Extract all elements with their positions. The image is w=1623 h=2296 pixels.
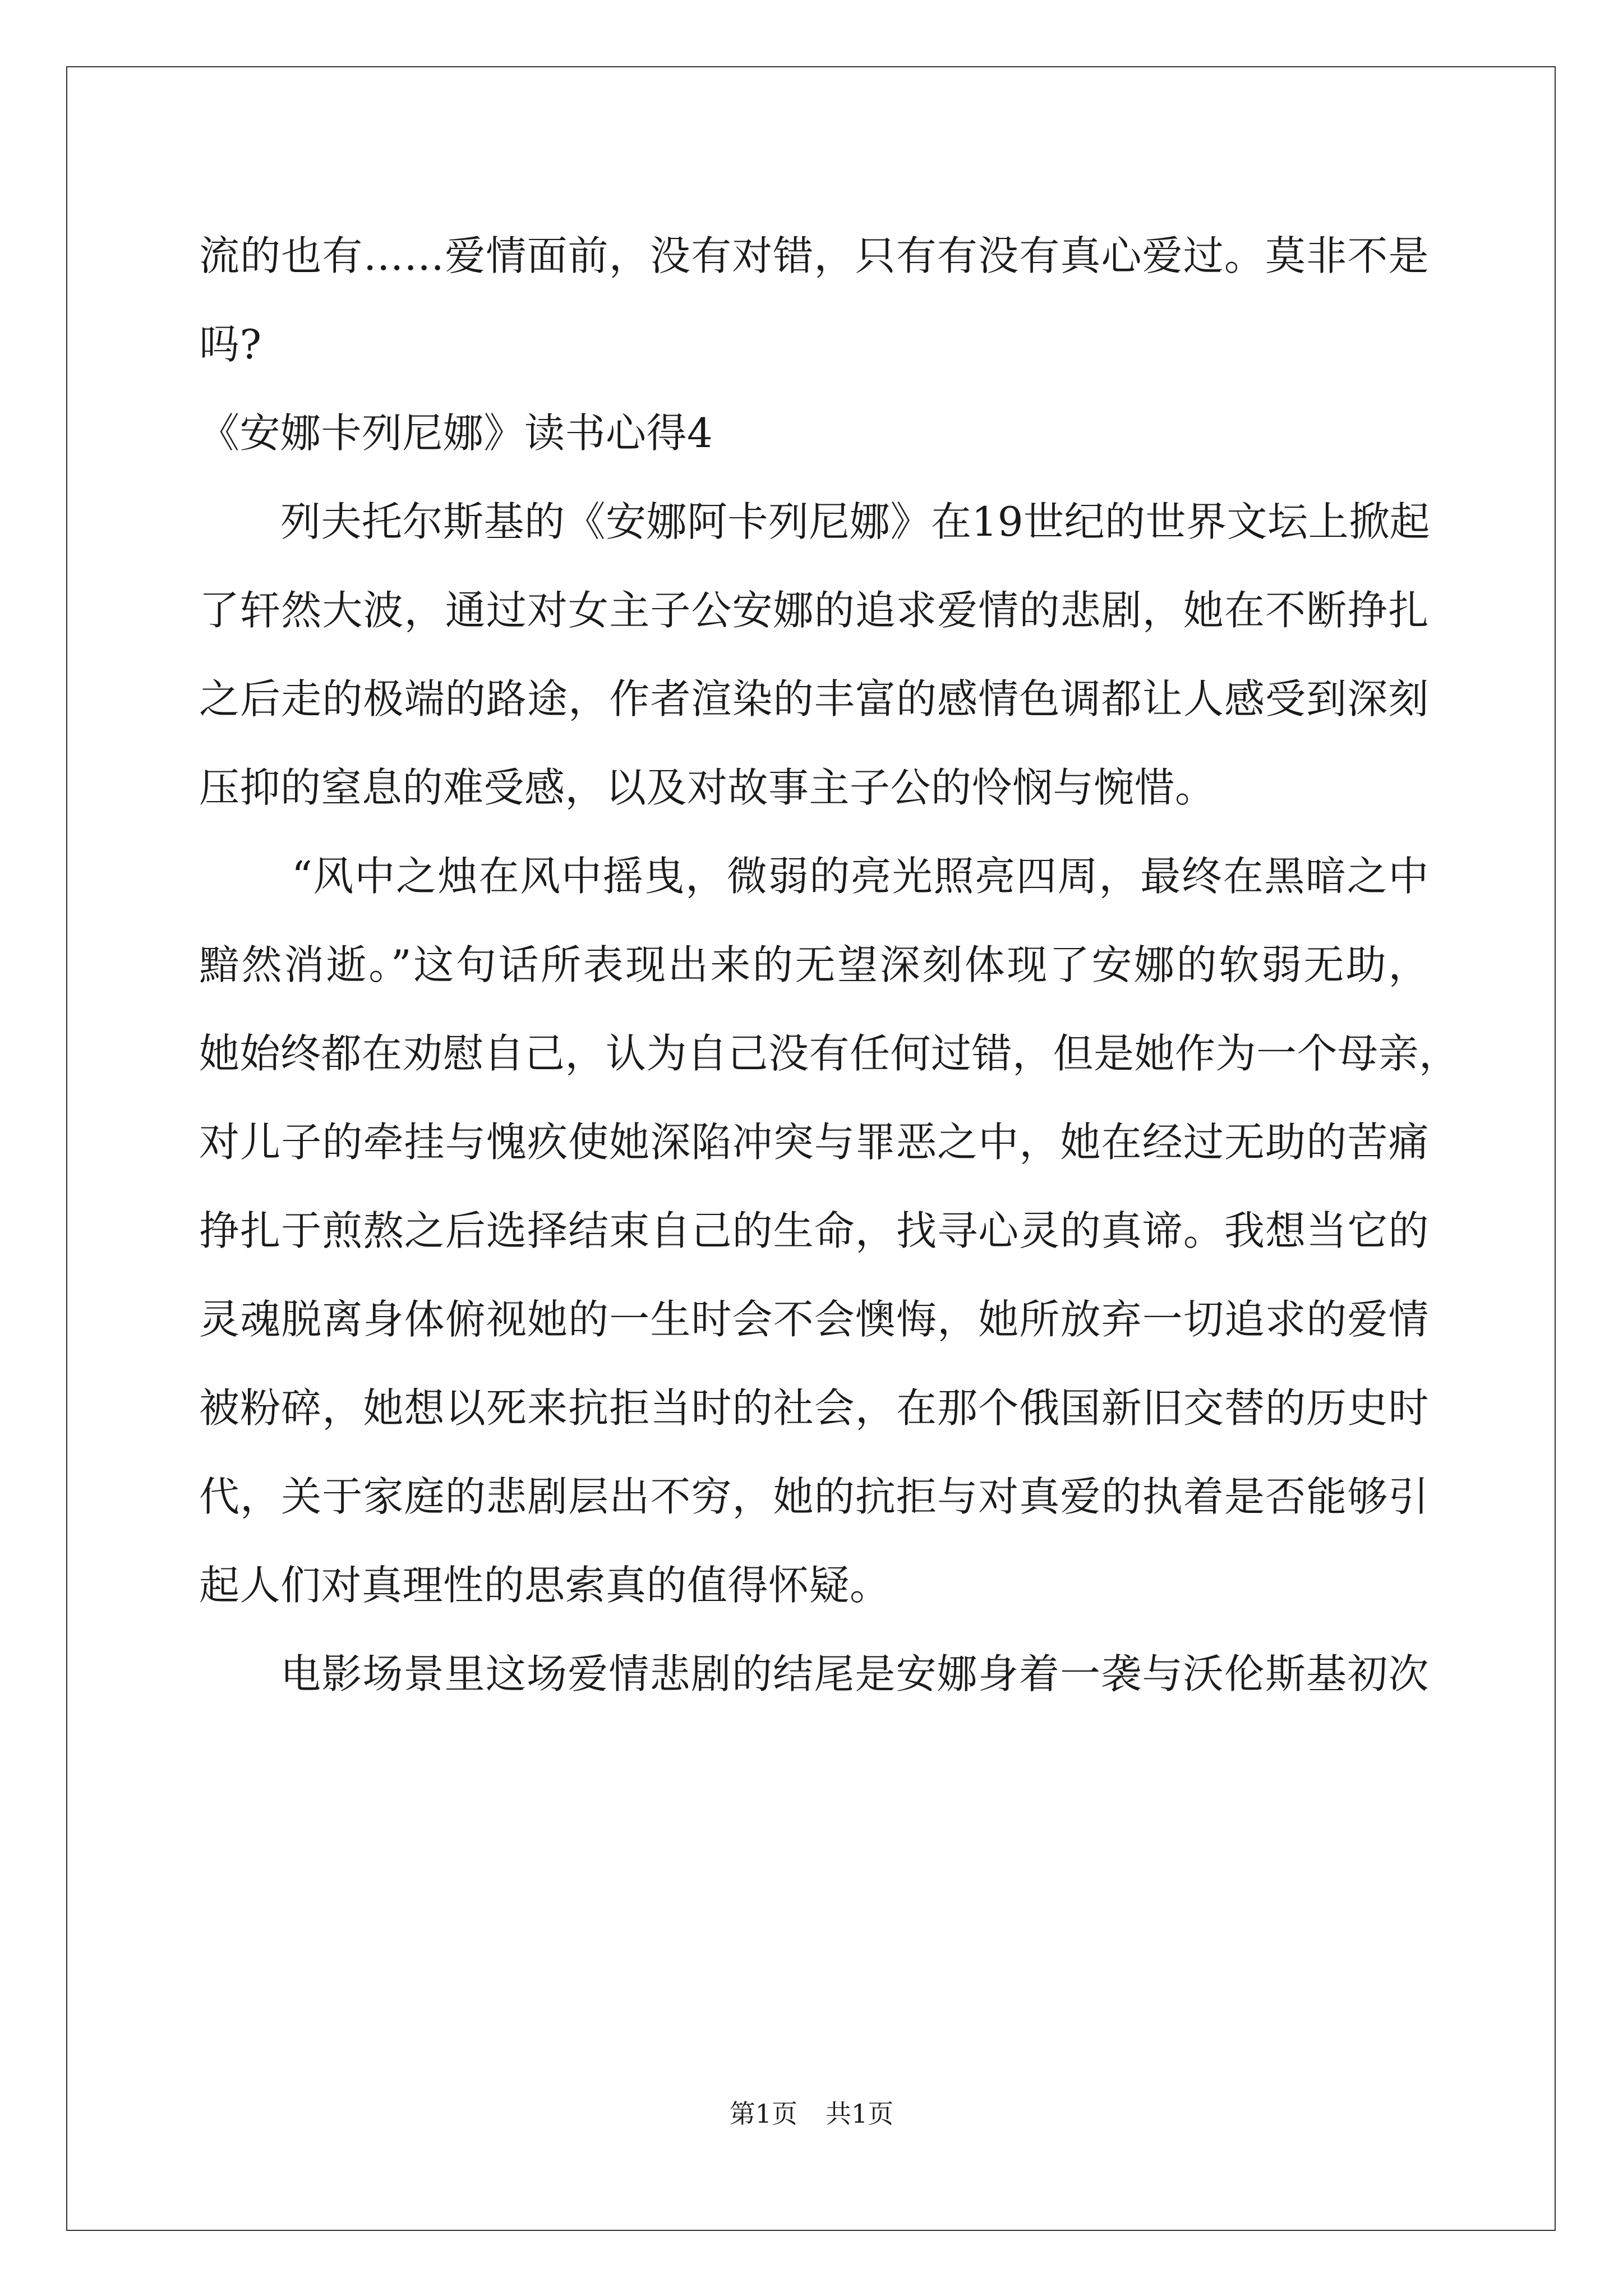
paragraph-first-line: 列夫托尔斯基的《安娜阿卡列尼娜》在19世纪的世界文坛上掀起 bbox=[280, 498, 1431, 545]
text-line: 挣扎于煎熬之后选择结束自己的生命，找寻心灵的真谛。我想当它的 bbox=[199, 1207, 1429, 1254]
text-line: 吗? bbox=[199, 321, 262, 368]
paragraph-first-line: 电影场景里这场爱情悲剧的结尾是安娜身着一袭与沃伦斯基初次 bbox=[280, 1650, 1429, 1697]
page-number: 第1页 bbox=[729, 2099, 797, 2129]
text-line: 黯然消逝。”这句话所表现出来的无望深刻体现了安娜的软弱无助， bbox=[199, 941, 1429, 988]
text-line: 灵魂脱离身体俯视她的一生时会不会懊悔，她所放弃一切追求的爱情 bbox=[199, 1296, 1429, 1343]
text-line: 压抑的窒息的难受感，以及对故事主子公的怜悯与惋惜。 bbox=[199, 764, 1216, 811]
text-line: 对儿子的牵挂与愧疚使她深陷冲突与罪恶之中，她在经过无助的苦痛 bbox=[199, 1119, 1429, 1166]
page-footer bbox=[0, 2097, 1623, 2131]
text-line: 她始终都在劝慰自己，认为自己没有任何过错，但是她作为一个母亲， bbox=[199, 1030, 1460, 1077]
paragraph-first-line: “风中之烛在风中摇曳，微弱的亮光照亮四周，最终在黑暗之中 bbox=[292, 853, 1429, 900]
section-heading: 《安娜卡列尼娜》读书心得4 bbox=[199, 409, 713, 457]
text-line: 之后走的极端的路途，作者渲染的丰富的感情色调都让人感受到深刻 bbox=[199, 675, 1429, 723]
text-line: 流的也有……爱情面前，没有对错，只有有没有真心爱过。莫非不是 bbox=[199, 232, 1429, 279]
page-total: 共1页 bbox=[826, 2099, 894, 2129]
text-line: 代，关于家庭的悲剧层出不穷，她的抗拒与对真爱的执着是否能够引 bbox=[199, 1473, 1429, 1520]
text-line: 了轩然大波，通过对女主子公安娜的追求爱情的悲剧，她在不断挣扎 bbox=[199, 587, 1429, 634]
document-body bbox=[199, 211, 1460, 1718]
text-line: 起人们对真理性的思索真的值得怀疑。 bbox=[199, 1562, 891, 1609]
text-line: 被粉碎，她想以死来抗拒当时的社会，在那个俄国新旧交替的历史时 bbox=[199, 1384, 1429, 1432]
